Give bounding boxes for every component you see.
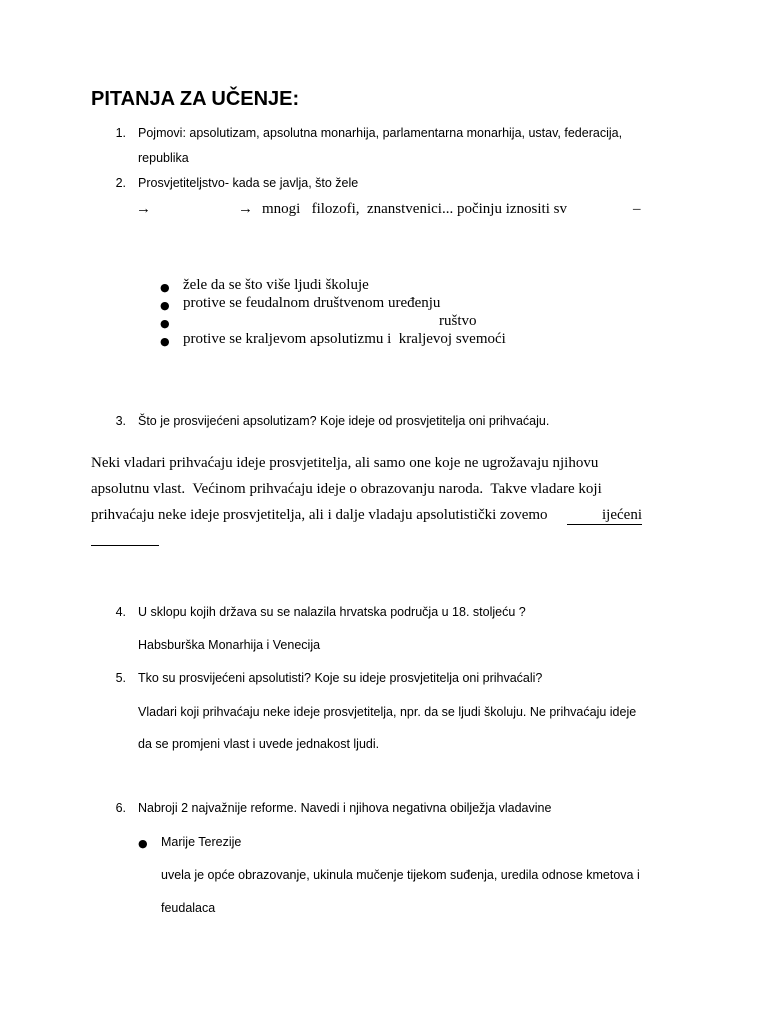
list-item-fragment: ruštvo [439,313,477,329]
bullet-icon: ● [160,335,170,348]
blank-line [91,545,159,546]
question-text: Što je prosvijećeni apsolutizam? Koje ideje od prosvjetitelja oni prihvaćaju. [138,414,550,428]
answer-text: prihvaćaju neke ideje prosvjetitelja, ali i dalje vladaju apsolutistički zovemo [91,507,548,523]
answer-text: feudalaca [161,901,216,915]
question-text: Pojmovi: apsolutizam, apsolutna monarhija, parlamentarna monarhija, ustav, federacija, [138,126,623,140]
question-text: Tko su prosvijećeni apsolutisti? Koje su ideje prosvjetitelja oni prihvaćali? [138,671,543,685]
answer-text: Habsburška Monarhija i Venecija [138,638,321,652]
arrow-icon: → [136,201,151,217]
list-item: protive se kraljevom apsolutizmu i kraljevoj svemoći [183,331,506,347]
list-item: žele da se što više ljudi školuje [183,277,369,293]
list-item: Marije Terezije [161,835,242,849]
question-text: Nabroji 2 najvažnije reforme. Navedi i njihova negativna obilježja vladavine [138,801,552,815]
bullet-icon: ● [160,317,170,330]
bullet-icon: ● [138,837,148,850]
question-text: republika [138,151,189,165]
page-title: PITANJA ZA UČENJE: [91,88,300,110]
list-item: protive se feudalnom društvenom uređenju [183,295,441,311]
question-number: 4. [115,605,126,619]
answer-text: da se promjeni vlast i uvede jednakost ljudi. [138,737,380,751]
answer-text: Vladari koji prihvaćaju neke ideje prosvjetitelja, npr. da se ljudi školuju. Ne prihvaćaju ideje [138,705,637,719]
bullet-icon: ● [160,299,170,312]
fill-in-blank: ijećeni [567,507,642,525]
answer-text: mnogi filozofi, znanstvenici... počinju iznositi sv [262,201,567,217]
bullet-icon: ● [160,281,170,294]
answer-text: uvela je opće obrazovanje, ukinula mučenje tijekom suđenja, uredila odnose kmetova i [161,868,640,882]
question-text: U sklopu kojih država su se nalazila hrvatska područja u 18. stoljeću ? [138,605,526,619]
answer-text: Neki vladari prihvaćaju ideje prosvjetitelja, ali samo one koje ne ugrožavaju njihovu [91,455,599,471]
question-number: 5. [115,671,126,685]
dash: – [633,201,641,217]
answer-text: apsolutnu vlast. Većinom prihvaćaju ideje o obrazovanju naroda. Takve vladare koji [91,481,602,497]
question-number: 6. [115,801,126,815]
question-text: Prosvjetiteljstvo- kada se javlja, što žele [138,176,359,190]
arrow-icon: → [238,201,253,217]
question-number: 2. [115,176,126,190]
question-number: 1. [115,126,126,140]
question-number: 3. [115,414,126,428]
